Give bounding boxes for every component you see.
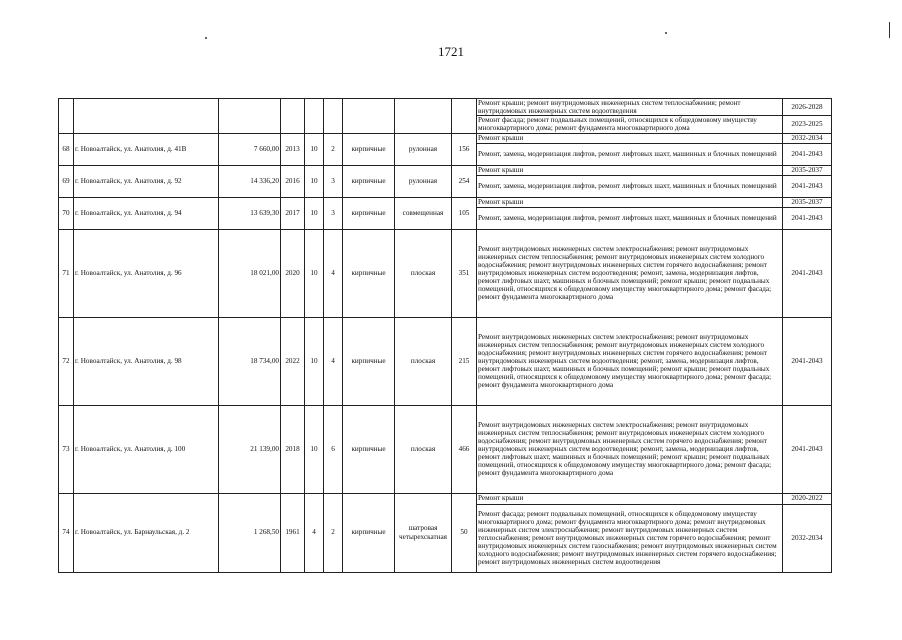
address-cell: г. Новоалтайск, ул. Анатолия, д. 92: [74, 165, 219, 197]
repair-period-cell: 2041-2043: [783, 143, 832, 165]
row-number: 74: [59, 493, 74, 572]
repair-period-cell: 2041-2043: [783, 229, 832, 317]
table-row: [59, 197, 832, 207]
entrances-cell: [324, 99, 343, 134]
wall-material-cell: [343, 99, 395, 134]
row-number: 68: [59, 133, 74, 165]
table-row: [59, 229, 832, 317]
area-cell: 13 639,30: [219, 197, 281, 229]
row-number: 72: [59, 317, 74, 405]
entrances-cell: 2: [324, 133, 343, 165]
repair-works-cell: Ремонт крыши: [477, 133, 783, 143]
entrances-cell: 2: [324, 493, 343, 572]
repair-period-cell: 2032-2034: [783, 504, 832, 572]
address-cell: г. Новоалтайск, ул. Анатолия, д. 96: [74, 229, 219, 317]
area-cell: 14 336,20: [219, 165, 281, 197]
roof-type-cell: [395, 99, 452, 134]
floors-cell: 10: [305, 197, 324, 229]
repair-works-cell: Ремонт крыши: [477, 165, 783, 175]
table-row: [59, 317, 832, 405]
roof-type-cell: плоская: [395, 405, 452, 493]
address-cell: [74, 99, 219, 134]
roof-type-cell: плоская: [395, 229, 452, 317]
table-row: [59, 405, 832, 493]
floors-cell: [305, 99, 324, 134]
address-cell: г. Новоалтайск, ул. Анатолия, д. 100: [74, 405, 219, 493]
repair-period-cell: 2035-2037: [783, 197, 832, 207]
repair-works-cell: Ремонт внутридомовых инженерных систем электроснабжения; ремонт внутридомовых инженерных систем теплоснабжения; ремонт внутридомовых инженерных систем холодного водоснабжения; ремонт внутридомовых инженерных систем горячего водоснабжения; ремонт внутридомовых инженерных систем водоотведения; ремонт, замена, модернизация лифтов, ремонт лифтовых шахт, машинных и блочных помещений; ремонт крыши; ремонт подвальных помещений, относящихся к общедомовому имуществу многоквартирного дома; ремонт фасада; ремонт фундамента многоквартирного дома: [477, 317, 783, 405]
page-number: 1721: [438, 44, 464, 59]
wall-material-cell: кирпичные: [343, 493, 395, 572]
area-cell: 18 021,00: [219, 229, 281, 317]
year-built-cell: 2020: [281, 229, 305, 317]
area-cell: 21 139,00: [219, 405, 281, 493]
repair-works-cell: Ремонт, замена, модернизация лифтов, ремонт лифтовых шахт, машинных и блочных помещений: [477, 143, 783, 165]
repair-works-cell: Ремонт внутридомовых инженерных систем электроснабжения; ремонт внутридомовых инженерных систем теплоснабжения; ремонт внутридомовых инженерных систем холодного водоснабжения; ремонт внутридомовых инженерных систем горячего водоснабжения; ремонт внутридомовых инженерных систем водоотведения; ремонт, замена, модернизация лифтов, ремонт лифтовых шахт, машинных и блочных помещений; ремонт крыши; ремонт подвальных помещений, относящихся к общедомовому имуществу многоквартирного дома; ремонт фасада; ремонт фундамента многоквартирного дома: [477, 405, 783, 493]
floors-cell: 10: [305, 317, 324, 405]
address-cell: г. Новоалтайск, ул. Анатолия, д. 41В: [74, 133, 219, 165]
floors-cell: 10: [305, 229, 324, 317]
floors-cell: 10: [305, 165, 324, 197]
repair-period-cell: 2020-2022: [783, 493, 832, 504]
apartments-cell: 105: [452, 197, 477, 229]
apartments-cell: 351: [452, 229, 477, 317]
scan-edge-mark: [889, 22, 890, 38]
roof-type-cell: шатровая четырехскатная: [395, 493, 452, 572]
area-cell: 1 268,50: [219, 493, 281, 572]
apartments-cell: [452, 99, 477, 134]
repair-works-cell: Ремонт крыши: [477, 493, 783, 504]
repair-period-cell: 2041-2043: [783, 317, 832, 405]
row-number: [59, 99, 74, 134]
area-cell: 18 734,00: [219, 317, 281, 405]
floors-cell: 10: [305, 405, 324, 493]
repair-period-cell: 2026-2028: [783, 99, 832, 116]
roof-type-cell: рулонная: [395, 133, 452, 165]
table-row: [59, 99, 832, 116]
table-row: [59, 133, 832, 143]
floors-cell: 10: [305, 133, 324, 165]
floors-cell: 4: [305, 493, 324, 572]
repair-works-cell: Ремонт фасада; ремонт подвальных помещений, относящихся к общедомовому имуществу многоквартирного дома; ремонт фундамента многоквартирного дома; ремонт внутридомовых инженерных систем электроснабжения; ремонт внутридомовых инженерных систем теплоснабжения; ремонт внутридомовых инженерных систем горячего водоснабжения; ремонт внутридомовых инженерных систем газоснабжения; ремонт внутридомовых инженерных систем холодного водоснабжения; ремонт внутридомовых инженерных систем горячего водоснабжения; ремонт внутридомовых инженерных систем водоотведения: [477, 504, 783, 572]
repair-period-cell: 2035-2037: [783, 165, 832, 175]
wall-material-cell: кирпичные: [343, 165, 395, 197]
wall-material-cell: кирпичные: [343, 317, 395, 405]
year-built-cell: 2013: [281, 133, 305, 165]
address-cell: г. Новоалтайск, ул. Барнаульская, д. 2: [74, 493, 219, 572]
repair-works-cell: Ремонт крыши; ремонт внутридомовых инженерных систем теплоснабжения; ремонт внутридомовых инженерных систем водоотведения: [477, 99, 783, 116]
entrances-cell: 3: [324, 197, 343, 229]
wall-material-cell: кирпичные: [343, 229, 395, 317]
roof-type-cell: совмещенная: [395, 197, 452, 229]
row-number: 71: [59, 229, 74, 317]
repair-works-cell: Ремонт, замена, модернизация лифтов, ремонт лифтовых шахт, машинных и блочных помещений: [477, 175, 783, 197]
repair-works-cell: Ремонт, замена, модернизация лифтов, ремонт лифтовых шахт, машинных и блочных помещений: [477, 207, 783, 229]
repair-works-cell: Ремонт фасада; ремонт подвальных помещений, относящихся к общедомовому имуществу многоквартирного дома; ремонт фундамента многоквартирного дома: [477, 116, 783, 133]
apartments-cell: 156: [452, 133, 477, 165]
roof-type-cell: плоская: [395, 317, 452, 405]
scan-dot: [665, 32, 667, 34]
address-cell: г. Новоалтайск, ул. Анатолия, д. 94: [74, 197, 219, 229]
entrances-cell: 3: [324, 165, 343, 197]
table-body: [59, 99, 832, 573]
apartments-cell: 254: [452, 165, 477, 197]
entrances-cell: 4: [324, 229, 343, 317]
repair-period-cell: 2041-2043: [783, 207, 832, 229]
year-built-cell: 2018: [281, 405, 305, 493]
row-number: 70: [59, 197, 74, 229]
year-built-cell: [281, 99, 305, 134]
repair-period-cell: 2041-2043: [783, 175, 832, 197]
apartments-cell: 50: [452, 493, 477, 572]
repair-period-cell: 2023-2025: [783, 116, 832, 133]
row-number: 73: [59, 405, 74, 493]
address-cell: г. Новоалтайск, ул. Анатолия, д. 98: [74, 317, 219, 405]
entrances-cell: 6: [324, 405, 343, 493]
wall-material-cell: кирпичные: [343, 133, 395, 165]
year-built-cell: 2017: [281, 197, 305, 229]
roof-type-cell: рулонная: [395, 165, 452, 197]
entrances-cell: 4: [324, 317, 343, 405]
row-number: 69: [59, 165, 74, 197]
apartments-cell: 215: [452, 317, 477, 405]
table-row: [59, 493, 832, 504]
wall-material-cell: кирпичные: [343, 197, 395, 229]
area-cell: 7 660,00: [219, 133, 281, 165]
area-cell: [219, 99, 281, 134]
year-built-cell: 2022: [281, 317, 305, 405]
table-row: [59, 165, 832, 175]
year-built-cell: 1961: [281, 493, 305, 572]
repair-period-cell: 2032-2034: [783, 133, 832, 143]
repair-period-cell: 2041-2043: [783, 405, 832, 493]
wall-material-cell: кирпичные: [343, 405, 395, 493]
repair-register-table: [58, 98, 832, 573]
apartments-cell: 466: [452, 405, 477, 493]
scan-dot: [205, 37, 207, 39]
repair-works-cell: Ремонт крыши: [477, 197, 783, 207]
year-built-cell: 2016: [281, 165, 305, 197]
repair-works-cell: Ремонт внутридомовых инженерных систем электроснабжения; ремонт внутридомовых инженерных систем теплоснабжения; ремонт внутридомовых инженерных систем холодного водоснабжения; ремонт внутридомовых инженерных систем горячего водоснабжения; ремонт внутридомовых инженерных систем водоотведения; ремонт, замена, модернизация лифтов, ремонт лифтовых шахт, машинных и блочных помещений; ремонт крыши; ремонт подвальных помещений, относящихся к общедомовому имуществу многоквартирного дома; ремонт фасада; ремонт фундамента многоквартирного дома: [477, 229, 783, 317]
